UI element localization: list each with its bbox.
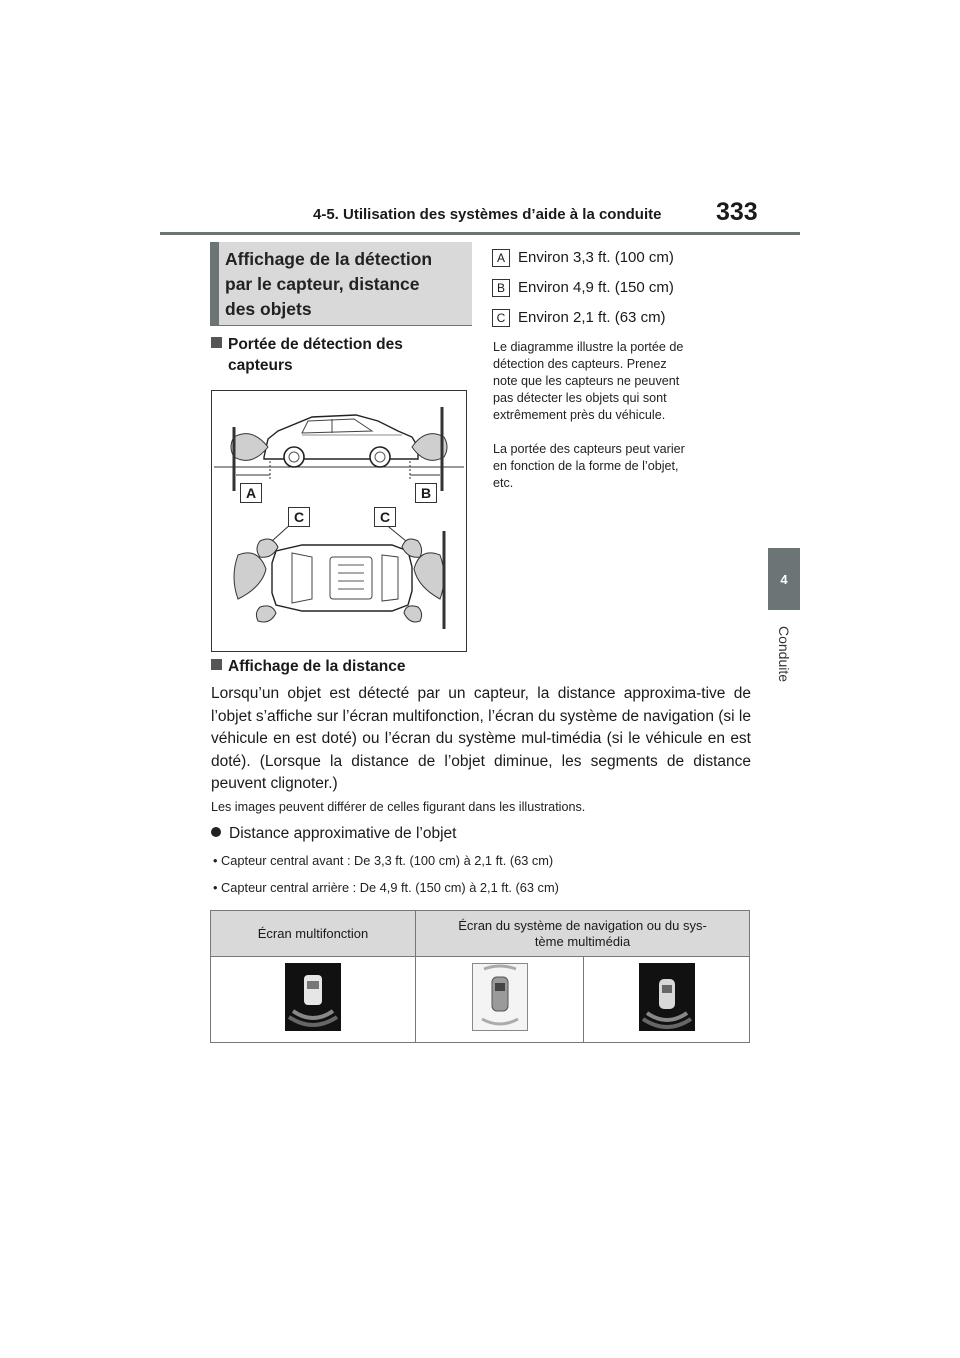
range-subheading-line: Portée de détection des	[228, 336, 403, 353]
label-c-rear: C	[374, 507, 396, 527]
range-note	[493, 339, 748, 424]
note-line: en fonction de la forme de l’objet,	[493, 459, 679, 473]
note-line: pas détecter les objets qui sont	[493, 391, 667, 405]
legend-item-a	[492, 249, 792, 267]
distance-subheading-text: Affichage de la distance	[228, 658, 406, 675]
front-sensor-item: • Capteur central avant : De 3,3 ft. (100 cm) à 2,1 ft. (63 cm)	[213, 853, 554, 868]
page-number: 333	[716, 198, 758, 226]
legend-key: C	[492, 309, 510, 327]
legend-key: A	[492, 249, 510, 267]
note-line: extrêmement près du véhicule.	[493, 408, 666, 422]
range-subheading-line: capteurs	[228, 357, 293, 374]
note-line: détection des capteurs. Prenez	[493, 357, 667, 371]
section-title-line: Affichage de la détection	[225, 249, 433, 269]
header-divider	[160, 232, 800, 235]
chapter-heading: 4-5. Utilisation des systèmes d’aide à la conduite	[313, 206, 662, 223]
chapter-tab-label: Conduite	[776, 625, 792, 683]
label-c-front: C	[288, 507, 310, 527]
legend-text: Environ 3,3 ft. (100 cm)	[518, 249, 674, 266]
section-title-line: par le capteur, distance	[225, 274, 420, 294]
round-bullet-icon	[211, 827, 221, 837]
shape-note	[493, 441, 748, 492]
legend-text: Environ 2,1 ft. (63 cm)	[518, 309, 666, 326]
navigation-header-line: tème multimédia	[534, 933, 631, 949]
navigation-screen-cell-2	[584, 957, 750, 1043]
sensor-range-diagram	[211, 390, 467, 652]
legend-item-b	[492, 279, 792, 297]
rear-sensor-item: • Capteur central arrière : De 4,9 ft. (150 cm) à 2,1 ft. (63 cm)	[213, 880, 559, 895]
legend-text: Environ 4,9 ft. (150 cm)	[518, 279, 674, 296]
note-line: etc.	[493, 476, 514, 490]
square-bullet-icon	[211, 337, 222, 348]
image-caption: Les images peuvent différer de celles figurant dans les illustrations.	[211, 800, 586, 814]
square-bullet-icon	[211, 659, 222, 670]
sensor-range-illustration	[212, 391, 466, 651]
section-title-box	[210, 242, 472, 326]
label-a: A	[240, 483, 262, 503]
navigation-header-line: Écran du système de navigation ou du sys-	[458, 917, 707, 933]
note-line: note que les capteurs ne peuvent	[493, 374, 680, 388]
approx-distance-text: Distance approximative de l’objet	[229, 825, 457, 842]
multi-info-screen-cell	[211, 957, 416, 1043]
distance-subheading	[211, 656, 405, 677]
legend-key: B	[492, 279, 510, 297]
legend-item-c	[492, 309, 792, 327]
navigation-screen-image	[472, 963, 528, 1031]
navigation-screen-cell-1	[416, 957, 584, 1043]
body-paragraph: Lorsqu’un objet est détecté par un capteur, la distance approxima-tive de l’objet s’affiche sur l’écran multifonction, l’écran du système de navigation (si le véhicule en est doté) ou l’écran du système mul-timédia (si le véhicule en est doté). (Lorsque la distance de l’objet diminue, les segments de distance peuvent clignoter.)	[211, 685, 751, 792]
navigation-header	[416, 911, 750, 957]
multi-info-header: Écran multifonction	[211, 911, 416, 957]
display-table	[210, 910, 750, 1043]
note-line: Le diagramme illustre la portée de	[493, 340, 684, 354]
label-b: B	[415, 483, 437, 503]
section-title-line: des objets	[225, 299, 312, 319]
approx-distance-heading	[211, 825, 456, 843]
note-line: La portée des capteurs peut varier	[493, 442, 685, 456]
multi-info-screen-image	[285, 963, 341, 1031]
chapter-tab: 4	[768, 548, 800, 610]
range-subheading	[211, 334, 403, 376]
multimedia-screen-image	[639, 963, 695, 1031]
